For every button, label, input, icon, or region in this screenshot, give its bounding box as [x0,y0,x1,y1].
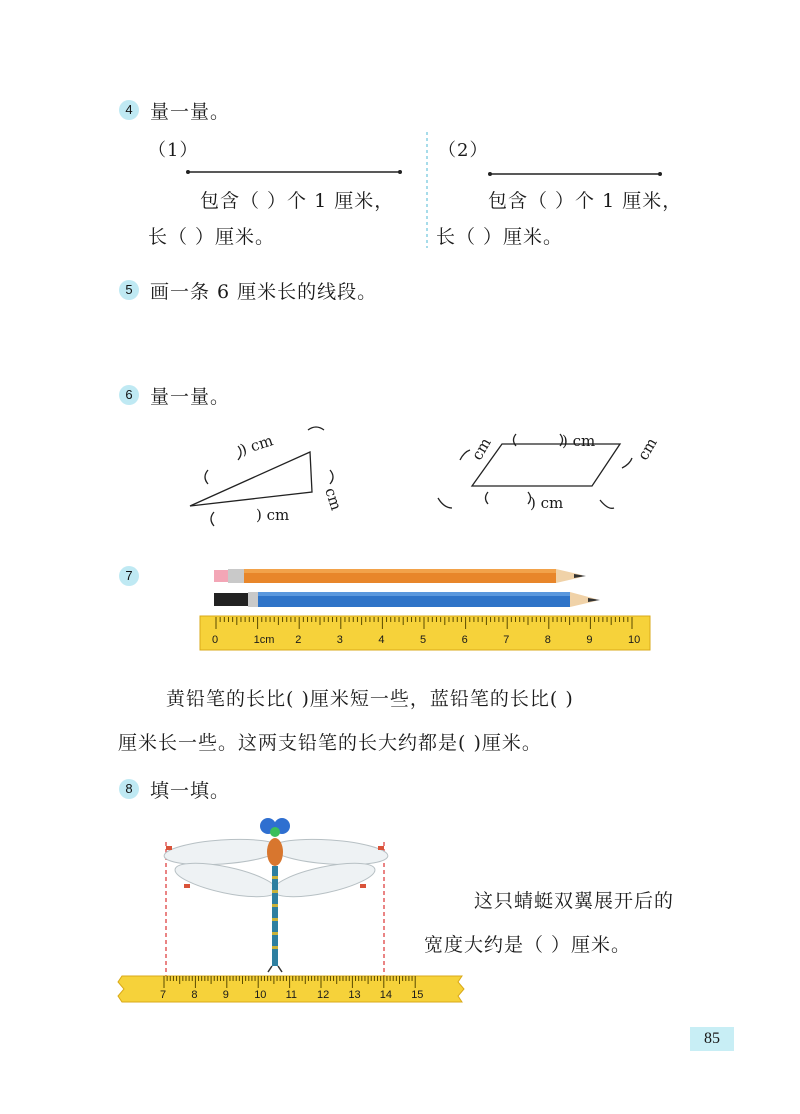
page-number: 85 [690,1027,734,1051]
ruler-label: 5 [420,634,427,646]
part1-label: （1） [148,140,199,161]
ruler-label: 11 [285,989,298,1001]
ruler-label: 13 [348,989,361,1001]
ruler-label: 8 [191,989,198,1001]
triangle-bottom-label: ) cm [256,506,290,524]
question-8-badge: 8 [119,779,139,799]
question-7-line2: 厘米长一些。这两支铅笔的长大约都是( )厘米。 [118,732,542,754]
parallelogram-top-label: ) cm [562,432,596,450]
segment-2 [488,170,668,178]
ruler-label: 15 [411,989,424,1001]
ruler-label: 0 [212,634,219,646]
question-6-title: 量一量。 [150,386,231,408]
ruler-label: 7 [160,989,167,1001]
triangle-right-label: cm [321,485,346,513]
parallelogram-left-label: cm [467,434,495,464]
question-7-badge: 7 [119,566,139,586]
ruler-label: 14 [379,989,393,1001]
question-8-text-line1: 这只蜻蜓双翼展开后的 [474,890,675,912]
ruler-label: 9 [222,989,229,1001]
ruler-label: 3 [336,634,343,646]
ruler-label: 10 [254,989,267,1001]
ruler-label: 2 [295,634,302,646]
ruler-label: 10 [628,634,641,646]
dashed-divider [425,132,429,248]
question-6-badge: 6 [119,385,139,405]
question-8-title: 填一填。 [150,780,231,802]
ruler-label: 9 [586,634,593,646]
blue-pencil [214,590,604,610]
dragonfly-image [160,812,400,978]
ruler-label: 7 [503,634,510,646]
parallelogram-bottom-label: ) cm [530,494,564,512]
part2-line1: 包含（ ）个 1 厘米， [488,190,683,212]
parallelogram-right-label: cm [633,434,661,464]
question-5-title: 画一条 6 厘米长的线段。 [150,281,378,303]
part1-line1: 包含（ ）个 1 厘米， [200,190,395,212]
part2-label: （2） [438,140,489,161]
part1-line2: 长（ ）厘米。 [148,226,276,248]
question-5-badge: 5 [119,280,139,300]
question-7-line1: 黄铅笔的长比( )厘米短一些，蓝铅笔的长比( ) [166,688,574,710]
ruler-label: 1cm [253,634,275,646]
ruler-label: 4 [378,634,385,646]
question-8-text-line2: 宽度大约是（ ）厘米。 [424,934,632,956]
triangle-top-label: ) cm [238,431,276,459]
ruler-label: 8 [544,634,551,646]
ruler-label: 6 [461,634,468,646]
question-4-badge: 4 [119,100,139,120]
ruler-label: 12 [317,989,330,1001]
yellow-pencil [214,567,594,587]
question-4-title: 量一量。 [150,101,231,123]
segment-1 [186,168,406,176]
part2-line2: 长（ ）厘米。 [436,226,564,248]
